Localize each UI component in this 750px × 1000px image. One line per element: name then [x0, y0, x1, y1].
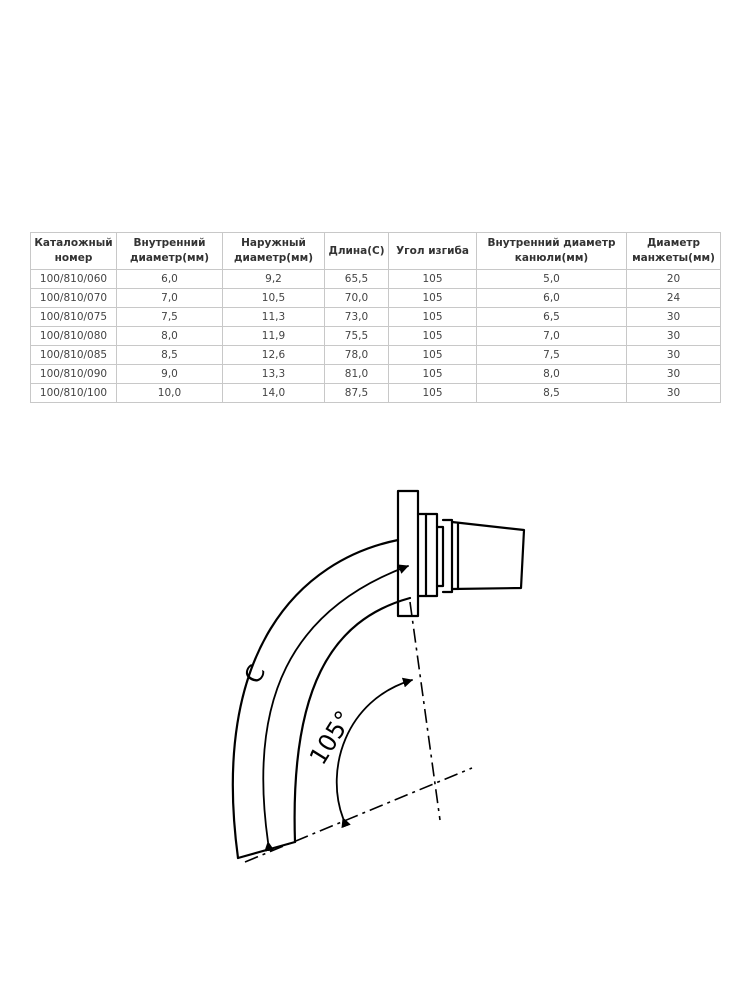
table-row [31, 308, 721, 327]
table-row [31, 270, 721, 289]
table-cell: 7,0 [117, 289, 223, 308]
header-catalog-number: Каталожный номер [31, 233, 117, 270]
table-cell: 65,5 [325, 270, 389, 289]
table-cell: 100/810/090 [31, 365, 117, 384]
neck-flange [398, 491, 418, 616]
table-cell: 8,5 [477, 384, 627, 403]
table-cell: 11,3 [223, 308, 325, 327]
table-cell: 105 [389, 346, 477, 365]
table-cell: 105 [389, 384, 477, 403]
table-cell: 78,0 [325, 346, 389, 365]
table-cell: 30 [627, 365, 721, 384]
table-cell: 30 [627, 346, 721, 365]
table-cell: 20 [627, 270, 721, 289]
table-cell: 81,0 [325, 365, 389, 384]
table-cell: 10,0 [117, 384, 223, 403]
axis-line-horizontal [245, 768, 472, 862]
table-cell: 30 [627, 327, 721, 346]
table-cell: 105 [389, 270, 477, 289]
table-cell: 100/810/085 [31, 346, 117, 365]
table-row [31, 289, 721, 308]
header-outer-diameter: Наружный диаметр(мм) [223, 233, 325, 270]
table-cell: 75,5 [325, 327, 389, 346]
table-cell: 105 [389, 289, 477, 308]
table-cell: 105 [389, 327, 477, 346]
header-inner-diameter: Внутренний диаметр(мм) [117, 233, 223, 270]
table-row [31, 327, 721, 346]
table-cell: 9,2 [223, 270, 325, 289]
length-label: C [238, 660, 272, 689]
table-cell: 7,0 [477, 327, 627, 346]
table-cell: 6,5 [477, 308, 627, 327]
table-cell: 100/810/060 [31, 270, 117, 289]
specification-table [30, 232, 721, 403]
table-cell: 100/810/075 [31, 308, 117, 327]
table-cell: 8,5 [117, 346, 223, 365]
table-cell: 87,5 [325, 384, 389, 403]
header-bend-angle: Угол изгиба [389, 233, 477, 270]
tube-outer-edge [233, 540, 398, 858]
table-cell: 105 [389, 365, 477, 384]
table-cell: 30 [627, 384, 721, 403]
table-cell: 70,0 [325, 289, 389, 308]
table-cell: 30 [627, 308, 721, 327]
table-cell: 13,3 [223, 365, 325, 384]
table-cell: 24 [627, 289, 721, 308]
table-cell: 9,0 [117, 365, 223, 384]
table-cell: 10,5 [223, 289, 325, 308]
header-length: Длина(С) [325, 233, 389, 270]
table-cell: 12,6 [223, 346, 325, 365]
table-row [31, 346, 721, 365]
table-cell: 6,0 [117, 270, 223, 289]
table-row [31, 384, 721, 403]
connector [452, 522, 524, 589]
table-cell: 100/810/100 [31, 384, 117, 403]
tube-tip [238, 842, 295, 858]
table-cell: 8,0 [117, 327, 223, 346]
tracheostomy-tube-diagram [0, 470, 750, 890]
angle-label: 105° [304, 705, 359, 770]
table-cell: 11,9 [223, 327, 325, 346]
table-cell: 7,5 [117, 308, 223, 327]
table-cell: 73,0 [325, 308, 389, 327]
table-cell: 100/810/070 [31, 289, 117, 308]
connector-collar [418, 514, 437, 596]
table-header-row [31, 233, 721, 270]
table-cell: 105 [389, 308, 477, 327]
header-cuff-diameter: Диаметр манжеты(мм) [627, 233, 721, 270]
table-cell: 14,0 [223, 384, 325, 403]
table-cell: 8,0 [477, 365, 627, 384]
table-cell: 100/810/080 [31, 327, 117, 346]
table-cell: 5,0 [477, 270, 627, 289]
header-cannula-inner-diameter: Внутренний диаметр канюли(мм) [477, 233, 627, 270]
table-cell: 6,0 [477, 289, 627, 308]
table-cell: 7,5 [477, 346, 627, 365]
table-row [31, 365, 721, 384]
